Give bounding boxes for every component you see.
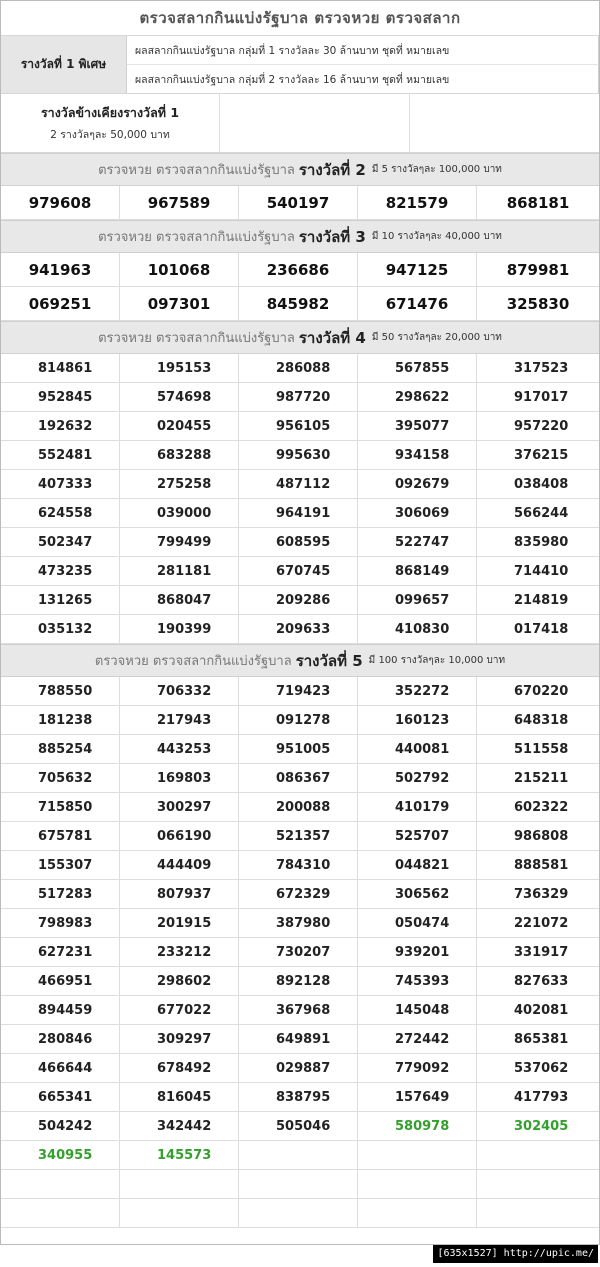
prize-number: 466644: [1, 1054, 120, 1082]
prize-number: 714410: [514, 563, 569, 579]
number-row: [1, 186, 599, 220]
prize-number: 888581: [514, 857, 569, 873]
prize-number: 719423: [239, 677, 358, 705]
prize-number: 214819: [514, 592, 569, 608]
prize-number: 302405: [514, 1118, 569, 1134]
first-prize-label: รางวัลที่ 1 พิเศษ: [1, 36, 127, 93]
prize-number: [477, 1170, 599, 1198]
prize-number: 745393: [358, 967, 477, 995]
prize-number: 275258: [120, 470, 239, 498]
prize-number: 580978: [358, 1112, 477, 1140]
prize-number: 671476: [358, 287, 477, 320]
prize-number: 885254: [1, 735, 120, 763]
prize-number: 502347: [1, 528, 120, 556]
prize-number: 939201: [358, 938, 477, 966]
prize-number: 402081: [514, 1002, 569, 1018]
prize-number: 779092: [358, 1054, 477, 1082]
prize-number: 101068: [120, 253, 239, 286]
prize-number: 788550: [1, 677, 120, 705]
near-prize-title: รางวัลข้างเคียงรางวัลที่ 1: [40, 105, 180, 120]
prize-number: 352272: [358, 677, 477, 705]
number-row: [1, 441, 599, 470]
prize-number: 967589: [120, 186, 239, 219]
section-suffix: มี 100 รางวัลๆละ 10,000 บาท: [368, 655, 506, 666]
prize-number: 131265: [1, 586, 120, 614]
section-prefix: ตรวจหวย ตรวจสลากกินแบ่งรัฐบาล: [98, 230, 295, 245]
number-row: [1, 1141, 599, 1170]
prize-number: 306069: [358, 499, 477, 527]
prize-number: [358, 1141, 477, 1169]
prize-number: 730207: [239, 938, 358, 966]
prize-number: [239, 1170, 358, 1198]
first-prize-lines: [127, 36, 599, 93]
prize-section-header: [1, 321, 599, 354]
prize-number: 050474: [358, 909, 477, 937]
prize-number: 624558: [1, 499, 120, 527]
prize-number: 272442: [358, 1025, 477, 1053]
prize-number: [1, 1199, 120, 1227]
number-row: [1, 615, 599, 644]
prize-number: 670220: [514, 683, 569, 699]
prize-number: 678492: [120, 1054, 239, 1082]
prize-number: 195153: [120, 354, 239, 382]
prize-number: [239, 1141, 358, 1169]
prize-number: 340955: [1, 1141, 120, 1169]
prize-number: 838795: [239, 1083, 358, 1111]
prize-number: 894459: [1, 996, 120, 1024]
prize-number: 807937: [120, 880, 239, 908]
section-title: รางวัลที่ 4: [298, 328, 366, 347]
number-row: [1, 764, 599, 793]
number-row: [1, 354, 599, 383]
near-prize-subtitle: 2 รางวัลๆละ 50,000 บาท: [50, 129, 170, 141]
first-prize-group-1: ผลสลากกินแบ่งรัฐบาล กลุ่มที่ 1 รางวัลละ 30 ล้านบาท ชุดที่ หมายเลข: [127, 36, 599, 64]
prize-number: 395077: [358, 412, 477, 440]
near-prize-row: [1, 94, 599, 153]
prize-number: 298622: [358, 383, 477, 411]
prize-number: 814861: [1, 354, 120, 382]
prize-number: 502792: [358, 764, 477, 792]
prize-number: 670745: [239, 557, 358, 585]
prize-number: 540197: [239, 186, 358, 219]
prize-number: 706332: [120, 677, 239, 705]
prize-number: 987720: [239, 383, 358, 411]
prize-number: 677022: [120, 996, 239, 1024]
prize-number: 865381: [514, 1031, 569, 1047]
prize-number: 069251: [1, 287, 120, 320]
prize-number: 602322: [514, 799, 569, 815]
prize-number: 342442: [120, 1112, 239, 1140]
prize-number: 521357: [239, 822, 358, 850]
number-row: [1, 1025, 599, 1054]
prize-number: 525707: [358, 822, 477, 850]
prize-number: 956105: [239, 412, 358, 440]
section-prefix: ตรวจหวย ตรวจสลากกินแบ่งรัฐบาล: [98, 163, 295, 178]
prize-number: 505046: [239, 1112, 358, 1140]
number-row: [1, 735, 599, 764]
prize-number: 044821: [358, 851, 477, 879]
prize-number: 683288: [120, 441, 239, 469]
prize-number: 387980: [239, 909, 358, 937]
prize-number: [1, 1170, 120, 1198]
number-row: [1, 586, 599, 615]
prize-number: 331917: [514, 944, 569, 960]
number-row: [1, 1054, 599, 1083]
prize-number: 835980: [514, 534, 569, 550]
section-title: รางวัลที่ 3: [298, 227, 366, 246]
prize-number: 099657: [358, 586, 477, 614]
prize-number: 169803: [120, 764, 239, 792]
prize-number: 039000: [120, 499, 239, 527]
prize-number: 200088: [239, 793, 358, 821]
section-suffix: มี 10 รางวัลๆละ 40,000 บาท: [371, 231, 502, 242]
prize-number: 086367: [239, 764, 358, 792]
prize-number: [477, 1141, 599, 1169]
number-row: [1, 967, 599, 996]
prize-number: 672329: [239, 880, 358, 908]
prize-number: 537062: [514, 1060, 569, 1076]
prize-number: 964191: [239, 499, 358, 527]
prize-number: 827633: [514, 973, 569, 989]
prize-number: 473235: [1, 557, 120, 585]
prize-number: 957220: [514, 418, 569, 434]
section-title: รางวัลที่ 5: [295, 651, 363, 670]
prize-number: 892128: [239, 967, 358, 995]
prize-number: 934158: [358, 441, 477, 469]
prize-number: 444409: [120, 851, 239, 879]
prize-number: 986808: [514, 828, 569, 844]
prize-number: [358, 1199, 477, 1227]
prize-number: 035132: [1, 615, 120, 643]
prize-number: 705632: [1, 764, 120, 792]
prize-number: 236686: [239, 253, 358, 286]
prize-number: 091278: [239, 706, 358, 734]
prize-number: 798983: [1, 909, 120, 937]
prize-number: 675781: [1, 822, 120, 850]
prize-number: 160123: [358, 706, 477, 734]
prize-number: 017418: [514, 621, 569, 637]
number-row: [1, 996, 599, 1025]
prize-number: 816045: [120, 1083, 239, 1111]
number-row: [1, 938, 599, 967]
section-suffix: มี 5 รางวัลๆละ 100,000 บาท: [371, 164, 502, 175]
number-row: [1, 909, 599, 938]
prize-number: 574698: [120, 383, 239, 411]
prize-number: [120, 1170, 239, 1198]
prize-number: 145048: [358, 996, 477, 1024]
near-prize-number-1: [220, 94, 410, 152]
prize-number: 845982: [239, 287, 358, 320]
number-row: [1, 880, 599, 909]
first-prize-block: [1, 36, 599, 94]
prize-number: 410830: [358, 615, 477, 643]
near-prize-number-2: [410, 94, 599, 152]
first-prize-group-2: ผลสลากกินแบ่งรัฐบาล กลุ่มที่ 2 รางวัลละ 16 ล้านบาท ชุดที่ หมายเลข: [127, 64, 599, 93]
prize-number: 145573: [120, 1141, 239, 1169]
prize-number: 736329: [514, 886, 569, 902]
number-row: [1, 412, 599, 441]
prize-number: 715850: [1, 793, 120, 821]
prize-number: 217943: [120, 706, 239, 734]
prize-number: 443253: [120, 735, 239, 763]
prize-number: 952845: [1, 383, 120, 411]
number-row: [1, 557, 599, 586]
number-row: [1, 383, 599, 412]
prize-number: 917017: [514, 389, 569, 405]
number-row: [1, 851, 599, 880]
prize-number: 879981: [506, 260, 570, 279]
prize-number: 868149: [358, 557, 477, 585]
number-row: [1, 1170, 599, 1199]
number-row: [1, 499, 599, 528]
prize-number: 522747: [358, 528, 477, 556]
prize-number: [239, 1199, 358, 1227]
prize-section-header: [1, 153, 599, 186]
prize-number: 627231: [1, 938, 120, 966]
section-prefix: ตรวจหวย ตรวจสลากกินแบ่งรัฐบาล: [98, 331, 295, 346]
prize-number: 325830: [506, 294, 570, 313]
prize-number: 280846: [1, 1025, 120, 1053]
number-row: [1, 1083, 599, 1112]
page-title: ตรวจสลากกินแบ่งรัฐบาล ตรวจหวย ตรวจสลาก: [1, 1, 599, 36]
prize-number: 092679: [358, 470, 477, 498]
number-row: [1, 793, 599, 822]
prize-number: 487112: [239, 470, 358, 498]
prize-number: 995630: [239, 441, 358, 469]
near-prize-info: [1, 94, 220, 152]
prize-number: 608595: [239, 528, 358, 556]
number-row: [1, 528, 599, 557]
prize-number: 951005: [239, 735, 358, 763]
number-row: [1, 822, 599, 851]
prize-section-header: [1, 220, 599, 253]
prize-number: 201915: [120, 909, 239, 937]
prize-number: 020455: [120, 412, 239, 440]
prize-section-header: [1, 644, 599, 677]
number-row: [1, 1199, 599, 1228]
prize-number: 511558: [514, 741, 569, 757]
prize-number: 799499: [120, 528, 239, 556]
prize-number: 504242: [1, 1112, 120, 1140]
prize-number: 298602: [120, 967, 239, 995]
prize-number: 233212: [120, 938, 239, 966]
number-row: [1, 287, 599, 321]
number-row: [1, 706, 599, 735]
prize-number: 192632: [1, 412, 120, 440]
section-prefix: ตรวจหวย ตรวจสลากกินแบ่งรัฐบาล: [94, 654, 292, 669]
number-row: [1, 253, 599, 287]
prize-number: 155307: [1, 851, 120, 879]
prize-number: 407333: [1, 470, 120, 498]
prize-number: [477, 1199, 599, 1227]
prize-number: 306562: [358, 880, 477, 908]
prize-number: 552481: [1, 441, 120, 469]
number-row: [1, 470, 599, 499]
section-suffix: มี 50 รางวัลๆละ 20,000 บาท: [371, 332, 502, 343]
number-row: [1, 1112, 599, 1141]
prize-number: 209286: [239, 586, 358, 614]
prize-number: 566244: [514, 505, 569, 521]
prize-number: 181238: [1, 706, 120, 734]
prize-number: 376215: [514, 447, 569, 463]
prize-number: 286088: [239, 354, 358, 382]
prize-number: 821579: [358, 186, 477, 219]
prize-number: 868047: [120, 586, 239, 614]
prize-number: 567855: [358, 354, 477, 382]
section-title: รางวัลที่ 2: [298, 160, 366, 179]
prize-number: [358, 1170, 477, 1198]
prize-number: 038408: [514, 476, 569, 492]
prize-number: 157649: [358, 1083, 477, 1111]
prize-number: 317523: [514, 360, 569, 376]
prize-number: 309297: [120, 1025, 239, 1053]
prize-number: 440081: [358, 735, 477, 763]
prize-number: 784310: [239, 851, 358, 879]
prize-sections: [1, 153, 599, 1228]
prize-number: 215211: [514, 770, 569, 786]
prize-number: 517283: [1, 880, 120, 908]
prize-number: [120, 1199, 239, 1227]
prize-number: 209633: [239, 615, 358, 643]
prize-number: 665341: [1, 1083, 120, 1111]
number-row: [1, 677, 599, 706]
prize-number: 410179: [358, 793, 477, 821]
prize-number: 941963: [1, 253, 120, 286]
prize-number: 417793: [514, 1089, 569, 1105]
prize-number: 281181: [120, 557, 239, 585]
prize-number: 190399: [120, 615, 239, 643]
prize-number: 868181: [506, 193, 570, 212]
prize-number: 466951: [1, 967, 120, 995]
prize-number: 367968: [239, 996, 358, 1024]
image-host-credit: [635x1527] http://upic.me/: [433, 1245, 598, 1263]
prize-number: 979608: [1, 186, 120, 219]
prize-number: 066190: [120, 822, 239, 850]
prize-number: 947125: [358, 253, 477, 286]
prize-number: 221072: [514, 915, 569, 931]
prize-number: 649891: [239, 1025, 358, 1053]
prize-number: 097301: [120, 287, 239, 320]
prize-number: 648318: [514, 712, 569, 728]
prize-number: 029887: [239, 1054, 358, 1082]
prize-number: 300297: [120, 793, 239, 821]
